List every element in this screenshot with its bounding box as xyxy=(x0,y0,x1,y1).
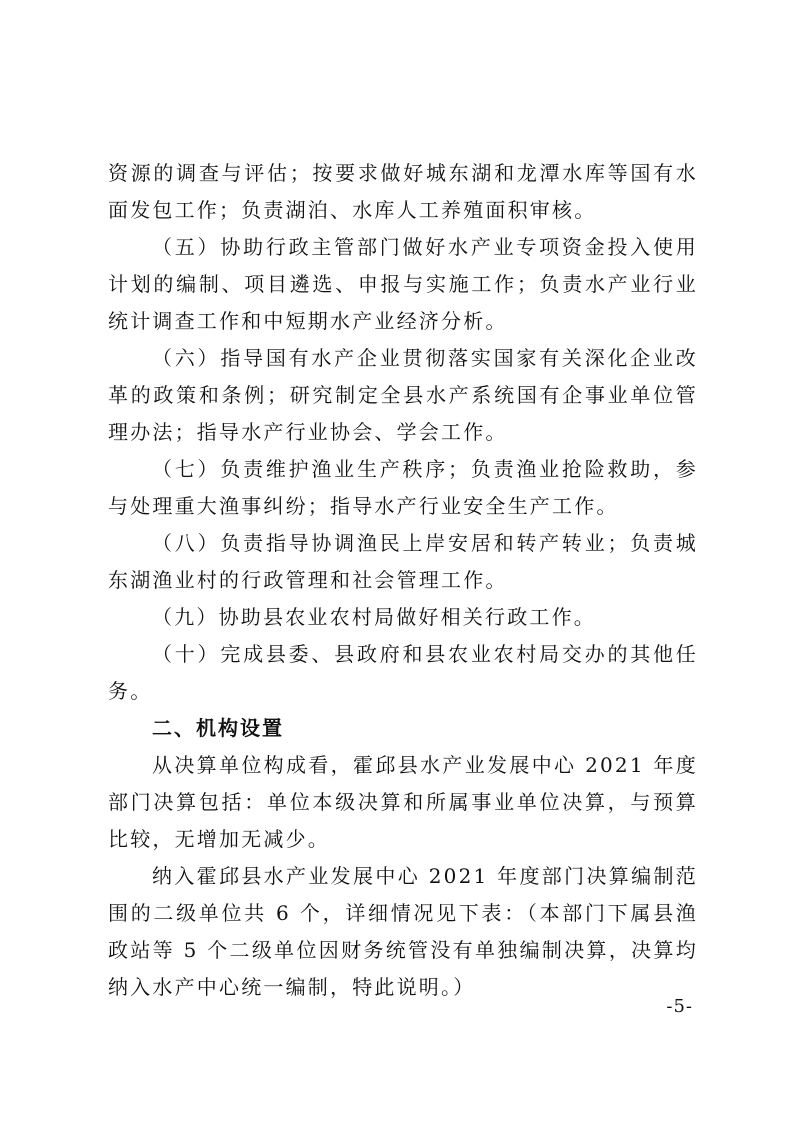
document-body xyxy=(108,155,698,1006)
paragraph-item-5: （五）协助行政主管部门做好水产业专项资金投入使用计划的编制、项目遴选、申报与实施工作；负责水产业行业统计调查工作和中短期水产业经济分析。 xyxy=(108,235,698,333)
paragraph-item-10: （十）完成县委、县政府和县农业农村局交办的其他任务。 xyxy=(108,642,698,703)
paragraph-scope: 纳入霍邱县水产业发展中心 2021 年度部门决算编制范围的二级单位共 6 个，详细情况见下表：（本部门下属县渔政站等 5 个二级单位因财务统管没有单独编制决算，决算均纳入水产中心统一编制，特此说明。） xyxy=(108,864,698,999)
paragraph-item-6: （六）指导国有水产企业贯彻落实国家有关深化企业改革的政策和条例；研究制定全县水产系统国有企事业单位管理办法；指导水产行业协会、学会工作。 xyxy=(108,346,698,444)
paragraph-item-8: （八）负责指导协调渔民上岸安居和转产转业；负责城东湖渔业村的行政管理和社会管理工作。 xyxy=(108,531,698,592)
page-number: -5- xyxy=(666,996,693,1017)
section-heading: 二、机构设置 xyxy=(152,716,284,740)
paragraph-continued: 资源的调查与评估；按要求做好城东湖和龙潭水库等国有水面发包工作；负责湖泊、水库人工养殖面积审核。 xyxy=(108,161,698,222)
paragraph-composition: 从决算单位构成看，霍邱县水产业发展中心 2021 年度部门决算包括：单位本级决算和所属事业单位决算，与预算比较，无增加无减少。 xyxy=(108,753,698,851)
paragraph-item-9: （九）协助县农业农村局做好相关行政工作。 xyxy=(152,605,596,629)
paragraph-item-7: （七）负责维护渔业生产秩序；负责渔业抢险救助，参与处理重大渔事纠纷；指导水产行业安全生产工作。 xyxy=(108,457,698,518)
